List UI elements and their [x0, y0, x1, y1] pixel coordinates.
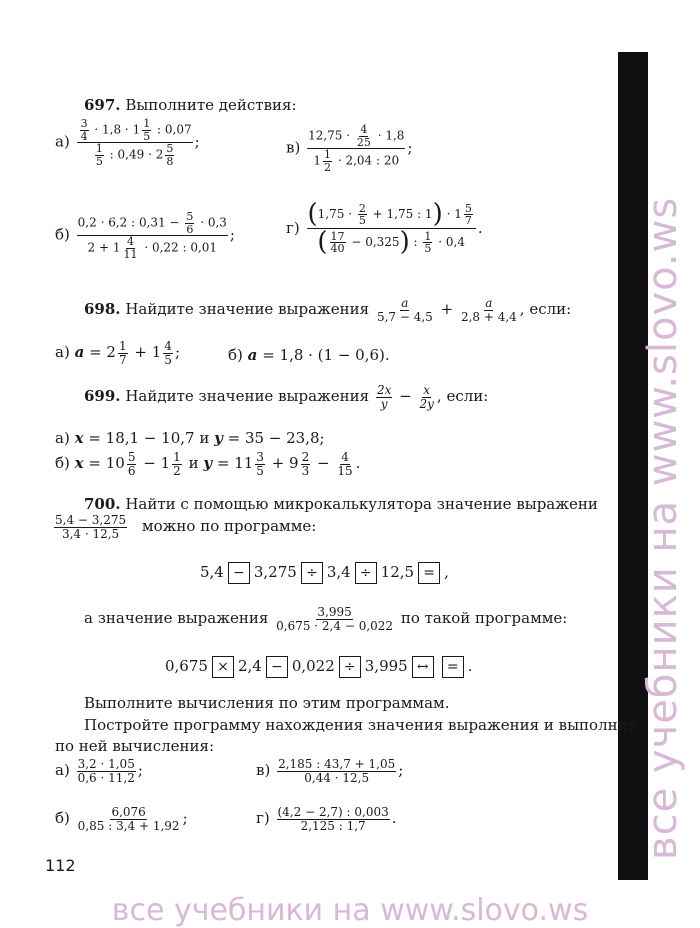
- problem-700-line3: по ней вычисления:: [55, 737, 215, 755]
- problem-697-g: г) (1,75 · $\frac{2}{5}$ + 1,75 : 1) · 1 $\frac{5}{7}$ ( $\frac{17}{40}$ − 0,325) : $\frac{1}{5}$ · 0,4 .: [286, 199, 483, 258]
- problem-699-a: а) x = 18,1 − 10,7 и y = 35 − 23,8;: [55, 429, 325, 447]
- problem-700-heading: 700. Найти с помощью микрокалькулятора значение выражени: [84, 495, 598, 513]
- item-label: г): [286, 218, 300, 237]
- calc-program-1: 5,4 − 3,275 ÷ 3,4 ÷ 12,5 = ,: [200, 562, 449, 584]
- fraction-main: 12,75 · $\frac{4}{25}$ · 1,8 1 $\frac{1}{2}$ · 2,04 : 20: [308, 123, 405, 174]
- problem-text: Выполните действия:: [125, 96, 297, 114]
- problem-698-heading: 698. Найдите значение выражения $\frac{a}{5,7 - 4,5}$ + $\frac{a}{2,8 + 4,4}$ , если:: [84, 296, 572, 324]
- fraction: $\frac{5}{6}$: [186, 210, 194, 236]
- problem-700-b: б) $\frac{6,076}{0,85 : 3,4 + 1,92}$ ;: [55, 805, 188, 833]
- problem-700-expr2: а значение выражения $\frac{3,995}{0,675 \cdot 2,4 - 0,022}$ по такой программе:: [84, 605, 568, 633]
- problem-699-heading: 699. Найдите значение выражения $\frac{2x}{y}$ − $\frac{x}{2y}$ , если:: [84, 383, 489, 411]
- fraction: $\frac{2}{3}$: [301, 450, 310, 478]
- problem-700-expr1: $\frac{5,4 - 3,275}{3,4 \cdot 12,5}$ можно по программе:: [55, 513, 317, 541]
- problem-700-g: г) $\frac{(4,2 - 2,7) : 0,003}{2,125 : 1,7}$ .: [256, 805, 397, 833]
- fraction: $\frac{4}{15}$: [337, 450, 353, 478]
- fraction: $\frac{1}{2}$: [173, 450, 181, 478]
- equals-key-icon: =: [418, 562, 440, 584]
- fraction-main: (1,75 · $\frac{2}{5}$ + 1,75 : 1) · 1 $\frac{5}{7}$ ( $\frac{17}{40}$ − 0,325) : $\frac{1}{5}$ · 0,4: [307, 201, 476, 257]
- problem-700-line1: Выполните вычисления по этим программам.: [84, 694, 450, 712]
- divide-key-icon: ÷: [301, 562, 323, 584]
- item-label: а): [55, 132, 70, 151]
- problem-number: 700.: [84, 495, 121, 513]
- page-number: 112: [45, 856, 76, 875]
- fraction: $\frac{3}{5}$: [256, 450, 264, 478]
- fraction: $\frac{3,995}{0,675 \cdot 2,4 - 0,022}$: [276, 605, 394, 633]
- problem-697-b: б) 0,2 · 6,2 : 0,31 − $\frac{5}{6}$ · 0,3 2 + 1 $\frac{4}{11}$ · 0,22 : 0,01 ;: [55, 210, 235, 261]
- problem-697-a: а) $\frac{3}{4}$ · 1,8 · 1 $\frac{1}{5}$ : 0,07 $\frac{1}{5}$ : 0,49 · 2 $\frac{5}{8}$ ;: [55, 117, 200, 168]
- fraction: $\frac{5}{7}$: [464, 201, 472, 228]
- fraction: $\frac{x}{2y}$: [419, 383, 434, 411]
- problem-700-v: в) $\frac{2,185 : 43,7 + 1,05}{0,44 \cdot 12,5}$ ;: [256, 757, 404, 785]
- fraction: $\frac{1}{5}$: [143, 117, 151, 143]
- problem-number: 697.: [84, 96, 121, 114]
- problem-699-b: б) x = 10 $\frac{5}{6}$ − 1 $\frac{1}{2}$ и y = 11 $\frac{3}{5}$ + 9 $\frac{2}{3}$ − $\frac{4}{15}$ .: [55, 450, 361, 478]
- fraction: $\frac{2x}{y}$: [376, 383, 392, 411]
- fraction: $\frac{5}{6}$: [127, 450, 136, 478]
- fraction: $\frac{5}{8}$: [166, 142, 174, 168]
- problem-number: 699.: [84, 387, 121, 406]
- fraction: $\frac{4}{25}$: [356, 123, 371, 149]
- fraction: $\frac{4}{5}$: [164, 339, 172, 367]
- problem-698-a: а) a = 2 $\frac{1}{7}$ + 1 $\frac{4}{5}$ ;: [55, 339, 180, 367]
- fraction: $\frac{a}{5,7 - 4,5}$: [376, 296, 433, 324]
- divide-key-icon: ÷: [355, 562, 377, 584]
- fraction: $\frac{1}{5}$: [424, 229, 432, 256]
- problem-700-line2: Постройте программу нахождения значения выражения и выполнит: [84, 716, 636, 734]
- fraction: $\frac{4}{11}$: [123, 235, 138, 261]
- watermark-bottom: все учебники на www.slovo.ws: [111, 893, 589, 928]
- equals-key-icon: =: [442, 656, 464, 678]
- problem-number: 698.: [84, 300, 121, 319]
- fraction: $\frac{3,2 \cdot 1,05}{0,6 \cdot 11,2}$: [77, 757, 135, 785]
- swap-key-icon: ↔: [412, 656, 434, 678]
- fraction: $\frac{17}{40}$: [330, 229, 345, 256]
- problem-700-a: а) $\frac{3,2 \cdot 1,05}{0,6 \cdot 11,2}$ ;: [55, 757, 143, 785]
- fraction: $\frac{a}{2,8 + 4,4}$: [460, 296, 517, 324]
- fraction-main: $\frac{3}{4}$ · 1,8 · 1 $\frac{1}{5}$ : 0,07 $\frac{1}{5}$ : 0,49 · 2 $\frac{5}{8}$: [77, 118, 193, 167]
- item-label: в): [286, 138, 301, 157]
- calc-program-2: 0,675 × 2,4 − 0,022 ÷ 3,995 ↔ = .: [165, 656, 473, 678]
- watermark-vertical: все учебники на www.slovo.ws: [640, 196, 686, 860]
- problem-697-v: в) 12,75 · $\frac{4}{25}$ · 1,8 1 $\frac{1}{2}$ · 2,04 : 20 ;: [286, 123, 413, 174]
- fraction: $\frac{6,076}{0,85 : 3,4 + 1,92}$: [77, 805, 180, 833]
- item-label: б): [55, 225, 70, 244]
- fraction: $\frac{1}{5}$: [95, 142, 103, 168]
- fraction: $\frac{(4,2 - 2,7) : 0,003}{2,125 : 1,7}$: [277, 805, 389, 833]
- minus-key-icon: −: [266, 656, 288, 678]
- fraction: $\frac{1}{7}$: [118, 339, 127, 367]
- fraction: $\frac{1}{2}$: [324, 148, 332, 174]
- fraction: $\frac{5,4 - 3,275}{3,4 \cdot 12,5}$: [55, 513, 127, 541]
- divide-key-icon: ÷: [339, 656, 361, 678]
- fraction: $\frac{3}{4}$: [80, 117, 88, 143]
- fraction: $\frac{2,185 : 43,7 + 1,05}{0,44 \cdot 12,5}$: [278, 757, 396, 785]
- minus-key-icon: −: [228, 562, 250, 584]
- problem-697-heading: [84, 96, 297, 114]
- problem-698-b: б) a = 1,8 · (1 − 0,6).: [228, 346, 390, 364]
- fraction: $\frac{2}{5}$: [358, 201, 366, 228]
- multiply-key-icon: ×: [212, 656, 234, 678]
- fraction-main: 0,2 · 6,2 : 0,31 − $\frac{5}{6}$ · 0,3 2 + 1 $\frac{4}{11}$ · 0,22 : 0,01: [77, 210, 227, 261]
